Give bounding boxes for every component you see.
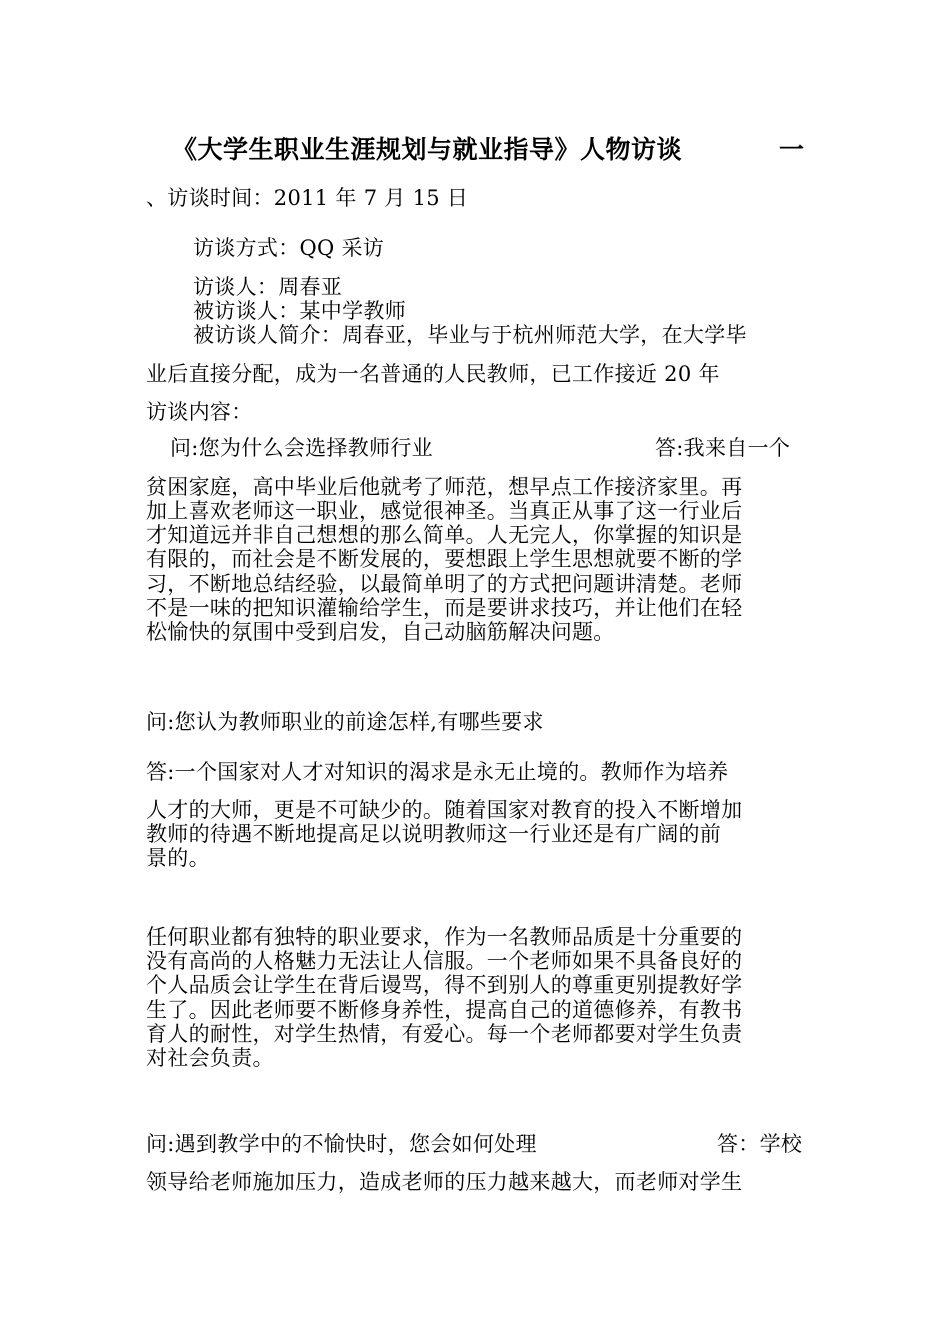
answer-2-line: 教师的待遇不断地提高足以说明教师这一行业还是有广阔的前	[146, 822, 722, 846]
answer-2-line: 景的。	[146, 846, 210, 870]
answer-1-start: 答:我来自一个	[655, 436, 791, 460]
answer-2-line: 人才的大师，更是不可缺少的。随着国家对教育的投入不断增加	[146, 798, 743, 822]
title-suffix: 一	[779, 135, 805, 164]
answer-1-line: 有限的，而社会是不断发展的，要想跟上学生思想就要不断的学	[146, 547, 743, 571]
requirements-line: 个人品质会让学生在背后谩骂，得不到别人的尊重更别提教好学	[146, 973, 743, 997]
interviewee-profile-line-1: 被访谈人简介：周春亚，毕业与于杭州师范大学，在大学毕	[193, 323, 747, 347]
answer-3-line: 领导给老师施加压力，造成老师的压力越来越大，而老师对学生	[146, 1170, 743, 1194]
question-2: 问:您认为教师职业的前途怎样,有哪些要求	[146, 710, 544, 734]
interviewee-profile-line-2: 业后直接分配，成为一名普通的人民教师，已工作接近 20 年	[146, 362, 720, 386]
answer-1-line: 不是一味的把知识灌输给学生，而是要讲求技巧，并让他们在轻	[146, 596, 743, 620]
question-3: 问:遇到教学中的不愉快时，您会如何处理	[146, 1132, 537, 1156]
content-label: 访谈内容：	[146, 400, 253, 424]
answer-1-line: 贫困家庭，高中毕业后他就考了师范，想早点工作接济家里。再	[146, 475, 743, 499]
requirements-line: 育人的耐性，对学生热情，有爱心。每一个老师都要对学生负责	[146, 1022, 743, 1046]
requirements-line: 生了。因此老师要不断修身养性，提高自己的道德修养，有教书	[146, 998, 743, 1022]
answer-2-first: 答:一个国家对人才对知识的渴求是永无止境的。教师作为培养	[146, 760, 729, 784]
answer-1-line: 习，不断地总结经验，以最简单明了的方式把问题讲清楚。老师	[146, 572, 743, 596]
question-1: 问:您为什么会选择教师行业	[170, 436, 433, 460]
interview-time: 、访谈时间：2011 年 7 月 15 日	[146, 186, 469, 210]
interviewer: 访谈人：周春亚	[193, 275, 343, 299]
answer-1-line: 松愉快的氛围中受到启发，自己动脑筋解决问题。	[146, 620, 615, 644]
answer-1-line: 才知道远并非自己想想的那么简单。人无完人，你掌握的知识是	[146, 523, 743, 547]
requirements-line: 没有高尚的人格魅力无法让人信服。一个老师如果不具备良好的	[146, 949, 743, 973]
answer-1-line: 加上喜欢老师这一职业，感觉很神圣。当真正从事了这一行业后	[146, 499, 743, 523]
requirements-line: 任何职业都有独特的职业要求，作为一名教师品质是十分重要的	[146, 925, 743, 949]
interviewee: 被访谈人：某中学教师	[193, 299, 406, 323]
interview-method: 访谈方式：QQ 采访	[193, 236, 385, 260]
answer-3-start: 答：学校	[717, 1132, 803, 1156]
document-title: 《大学生职业生涯规划与就业指导》人物访谈	[172, 135, 683, 164]
requirements-line: 对社会负责。	[146, 1046, 274, 1070]
